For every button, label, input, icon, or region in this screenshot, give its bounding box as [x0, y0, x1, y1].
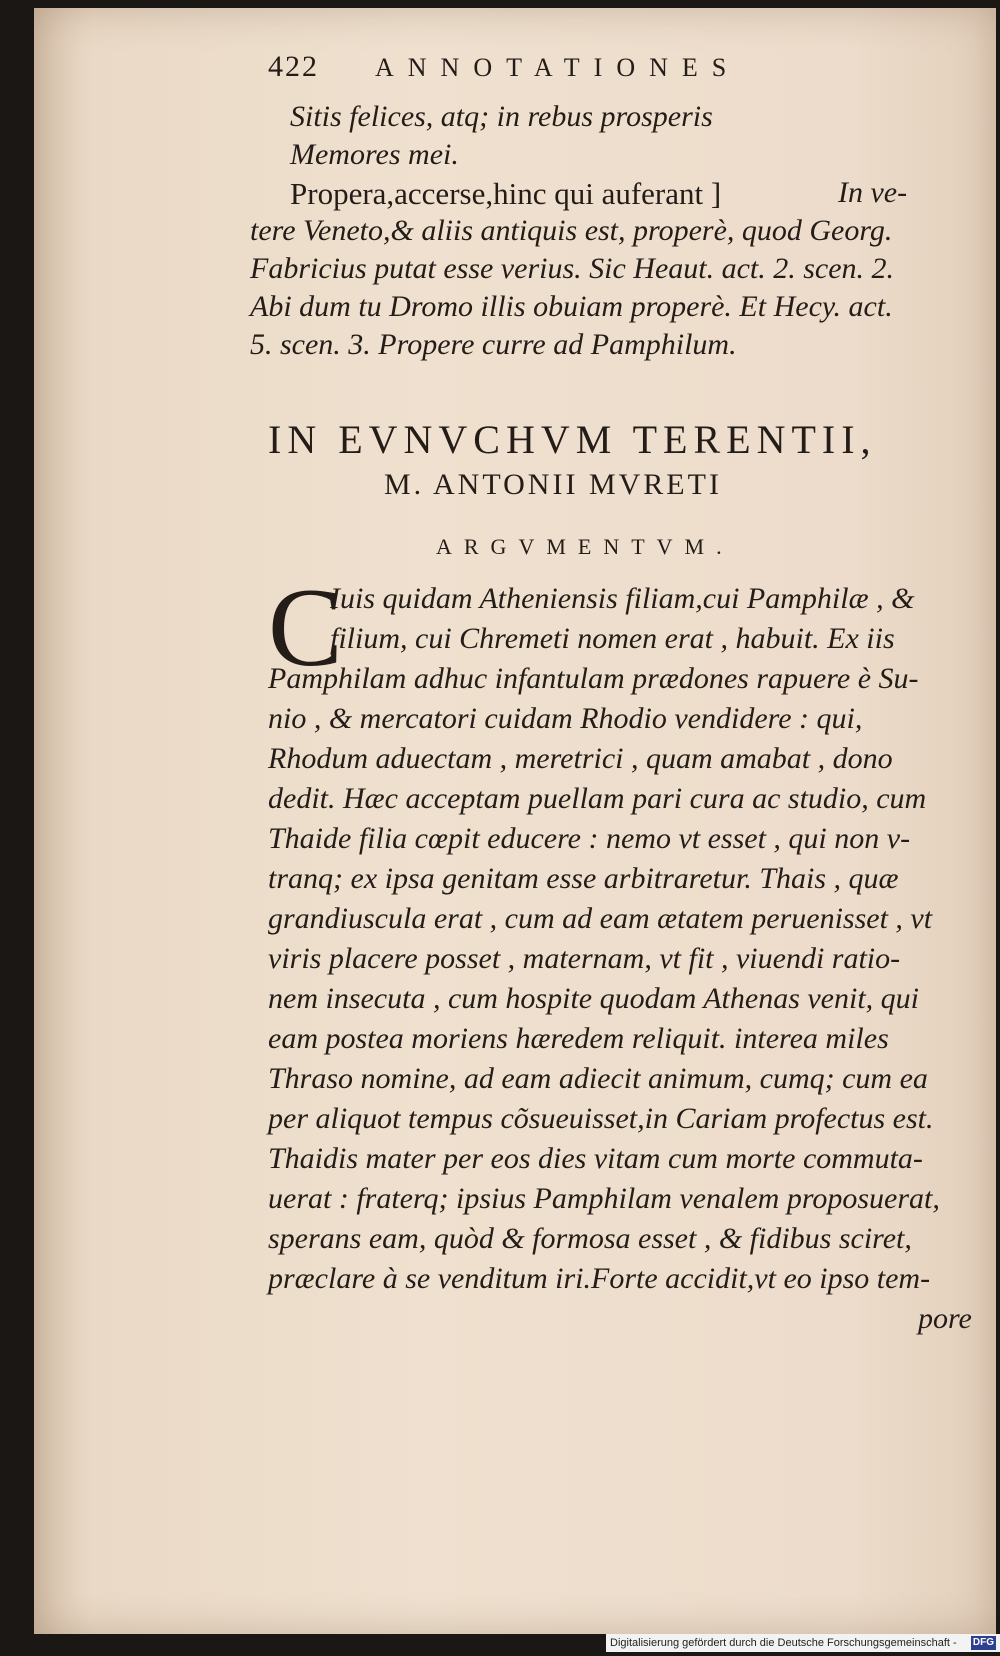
note-line: 5. scen. 3. Propere curre ad Pamphilum. — [250, 328, 737, 361]
dfg-logo: DFG — [972, 1637, 994, 1648]
argument-line: nio , & mercatori cuidam Rhodio vendidere : qui, — [268, 702, 863, 735]
argument-line: sperans eam, quòd & formosa esset , & fidibus sciret, — [268, 1222, 912, 1255]
argument-line: dedit. Hæc acceptam puellam pari cura ac studio, cum — [268, 782, 927, 815]
lemma: Propera,accerse,hinc qui auferant ] — [290, 176, 722, 211]
digitization-credit-bar — [606, 1634, 1000, 1652]
argument-line: Rhodum aduectam , meretrici , quam amabat , dono — [268, 742, 893, 775]
argument-line: Pamphilam adhuc infantulam prædones rapuere è Su- — [268, 662, 919, 695]
section-author: M. ANTONII MVRETI — [384, 468, 722, 501]
argument-line: grandiuscula erat , cum ad eam ætatem peruenisset , vt — [268, 902, 933, 935]
catchword: pore — [918, 1302, 972, 1335]
argument-line: viris placere posset , maternam, vt fit , viuendi ratio- — [268, 942, 901, 975]
argument-line: per aliquot tempus cõsueuisset,in Cariam profectus est. — [268, 1102, 934, 1135]
verse-line: Memores mei. — [290, 138, 459, 171]
verse-line: Sitis felices, atq; in rebus prosperis — [290, 100, 713, 133]
running-head: ANNOTATIONES — [375, 53, 741, 82]
note-line: Abi dum tu Dromo illis obuiam properè. Et Hecy. act. — [250, 290, 893, 323]
note-line: Fabricius putat esse verius. Sic Heaut. act. 2. scen. 2. — [250, 252, 895, 285]
argument-line: filium, cui Chremeti nomen erat , habuit. Ex iis — [330, 622, 895, 655]
argument-line: nem insecuta , cum hospite quodam Athenas venit, qui — [268, 982, 920, 1015]
page-number: 422 — [268, 50, 319, 83]
note-line: tere Veneto,& aliis antiquis est, properè, quod Georg. — [250, 214, 893, 247]
digitization-credit: Digitalisierung gefördert durch die Deutsche Forschungsgemeinschaft - — [610, 1637, 957, 1649]
argument-line: Iuis quidam Atheniensis filiam,cui Pamphilæ , & — [330, 582, 915, 615]
argument-line: Thaidis mater per eos dies vitam cum morte commuta- — [268, 1142, 923, 1175]
argument-line: Thraso nomine, ad eam adiecit animum, cumq; cum ea — [268, 1062, 928, 1095]
section-subtitle: ARGVMENTVM. — [436, 534, 734, 559]
argument-line: præclare à se venditum iri.Forte accidit,vt eo ipso tem- — [268, 1262, 931, 1295]
page-header — [268, 50, 740, 84]
section-title: IN EVNVCHVM TERENTII, — [268, 417, 877, 462]
argument-line: eam postea moriens hæredem reliquit. interea miles — [268, 1022, 889, 1055]
note-line: In ve- — [838, 176, 908, 209]
argument-line: Thaide filia cœpit educere : nemo vt esset , qui non v- — [268, 822, 911, 855]
drop-capital: C — [268, 566, 343, 690]
argument-line: tranq; ex ipsa genitam esse arbitraretur. Thais , quæ — [268, 862, 899, 895]
argument-line: uerat : fraterq; ipsius Pamphilam venalem proposuerat, — [268, 1182, 940, 1215]
